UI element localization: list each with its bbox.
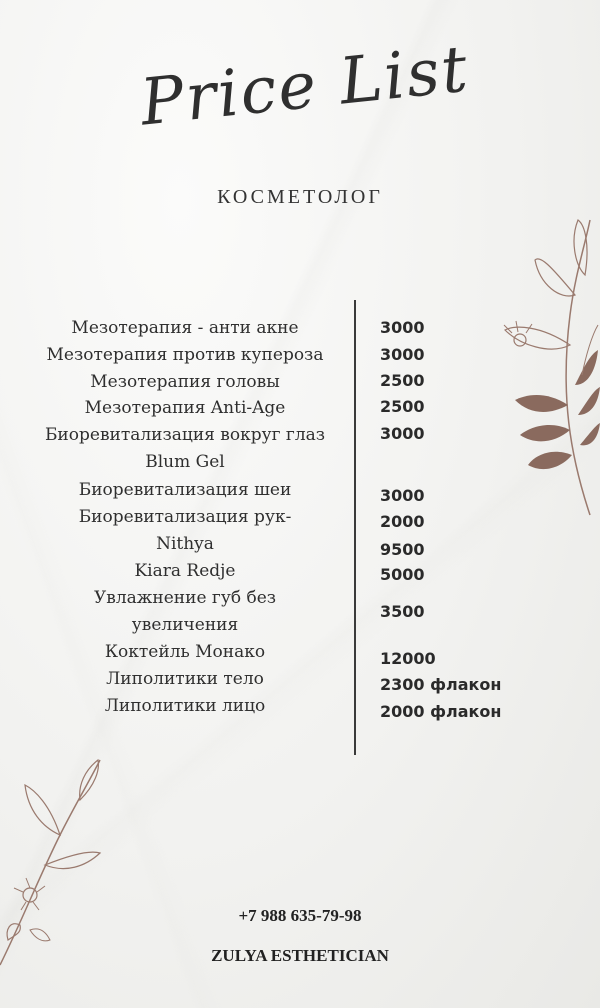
service-name: Kiara Redje xyxy=(134,561,236,581)
service-price: 9500 xyxy=(380,540,425,559)
service-price: 2500 xyxy=(380,371,425,390)
service-price: 3000 xyxy=(380,424,425,443)
service-price: 2000 флакон xyxy=(380,702,502,721)
page-subtitle: КОСМЕТОЛОГ xyxy=(217,186,383,208)
phone-number: +7 988 635-79-98 xyxy=(238,906,362,925)
service-price: 2000 xyxy=(380,512,425,531)
floral-branch-left-icon xyxy=(0,755,110,975)
column-divider xyxy=(354,300,356,755)
service-name: Nithya xyxy=(156,534,214,554)
service-price: 3000 xyxy=(380,486,425,505)
service-name: Мезотерапия - анти акне xyxy=(71,318,299,338)
service-name: Липолитики тело xyxy=(106,669,264,689)
service-name: Мезотерапия Anti-Age xyxy=(84,398,286,418)
service-name: Биоревитализация шеи xyxy=(78,480,292,500)
floral-branch-right-icon xyxy=(490,215,600,525)
service-name: Липолитики лицо xyxy=(104,696,266,716)
service-price: 2300 флакон xyxy=(380,675,502,694)
service-name: Мезотерапия против купероза xyxy=(46,345,324,365)
service-name: увеличения xyxy=(131,615,239,635)
service-name: Увлажнение губ без xyxy=(93,588,277,608)
service-name: Биоревитализация вокруг глаз xyxy=(44,425,326,445)
service-name: Мезотерапия головы xyxy=(90,372,280,392)
service-price: 5000 xyxy=(380,565,425,584)
brand-name: ZULYA ESTHETICIAN xyxy=(211,946,389,965)
service-price: 3000 xyxy=(380,345,425,364)
service-price: 2500 xyxy=(380,397,425,416)
service-name: Blum Gel xyxy=(145,452,225,472)
service-price: 3500 xyxy=(380,602,425,621)
page-title: Price List xyxy=(137,32,473,141)
service-price: 3000 xyxy=(380,318,425,337)
service-name: Биоревитализация рук- xyxy=(78,507,292,527)
service-name: Коктейль Монако xyxy=(104,642,266,662)
service-price: 12000 xyxy=(380,649,436,668)
